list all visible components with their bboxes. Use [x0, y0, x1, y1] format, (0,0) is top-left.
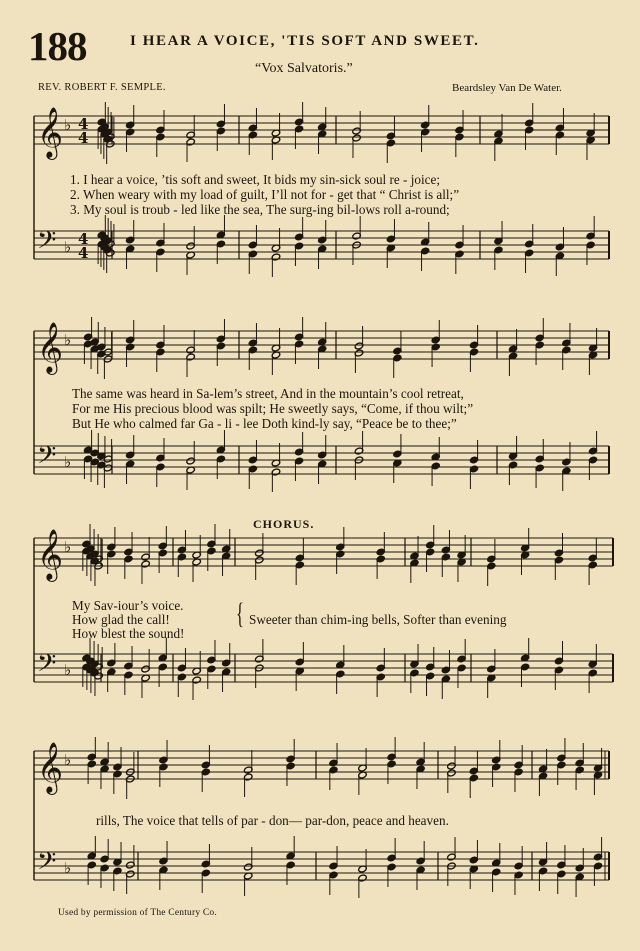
flat-icon: ♭ — [64, 331, 72, 349]
verse-1-line-1: 1. I hear a voice, ’tis soft and sweet, It bids my sin-sick soul re - joice; — [70, 172, 441, 187]
treble-clef-icon: 𝄞 — [37, 107, 64, 158]
footer-permission: Used by permission of The Century Co. — [58, 908, 217, 918]
verse-3-line-2: But He who calmed far Ga - li - lee Doth kind-ly say, “Peace be to thee;” — [72, 416, 457, 431]
verse-2-line-1: 2. When weary with my load of guilt, I’ll not for - get that “ Christ is all;” — [70, 187, 460, 202]
verse-2-line-2: For me His precious blood was spilt; He sweetly says, “Come, if thou wilt;” — [72, 401, 474, 416]
hymn-title: I HEAR A VOICE, 'TIS SOFT AND SWEET. — [130, 33, 480, 49]
verse-3-line-1: 3. My soul is troub - led like the sea, The surg-ing bil-lows roll a-round; — [70, 202, 450, 217]
hymn-number: 188 — [28, 23, 87, 69]
flat-icon: ♭ — [64, 116, 72, 134]
time-signature-icon: 4 — [78, 230, 89, 248]
treble-clef-icon: 𝄞 — [37, 322, 64, 373]
flat-icon: ♭ — [64, 859, 72, 877]
verse-1-line-3: My Sav-iour’s voice. — [72, 598, 184, 613]
verse-2-line-3: How glad the call! — [72, 612, 170, 627]
composer-credit: Beardsley Van De Water. — [452, 82, 562, 94]
flat-icon: ♭ — [64, 453, 72, 471]
bass-clef-icon: 𝄢 — [37, 441, 57, 476]
flat-icon: ♭ — [64, 538, 72, 556]
author-credit: REV. ROBERT F. SEMPLE. — [38, 82, 166, 93]
chorus-line-3: Sweeter than chim-ing bells, Softer than evening — [249, 612, 507, 627]
flat-icon: ♭ — [64, 238, 72, 256]
chorus-label: CHORUS. — [253, 517, 315, 531]
bass-clef-icon: 𝄢 — [37, 226, 57, 261]
treble-clef-icon: 𝄞 — [37, 742, 64, 793]
time-signature-icon: 4 — [78, 244, 89, 262]
verse-brace-glyph: { — [236, 597, 244, 630]
flat-icon: ♭ — [64, 661, 72, 679]
time-signature-icon: 4 — [78, 129, 89, 147]
tune-name: “Vox Salvatoris.” — [255, 61, 353, 76]
bass-clef-icon: 𝄢 — [37, 847, 57, 882]
chorus-line-4: rills, The voice that tells of par - don— par-don, peace and heaven. — [96, 813, 449, 828]
verse-3-line-3: How blest the sound! — [72, 626, 185, 641]
bass-clef-icon: 𝄢 — [37, 649, 57, 684]
treble-clef-icon: 𝄞 — [37, 529, 64, 580]
flat-icon: ♭ — [64, 751, 72, 769]
time-signature-icon: 4 — [78, 115, 89, 133]
verse-1-line-2: The same was heard in Sa-lem’s street, And in the mountain’s cool retreat, — [72, 386, 464, 401]
